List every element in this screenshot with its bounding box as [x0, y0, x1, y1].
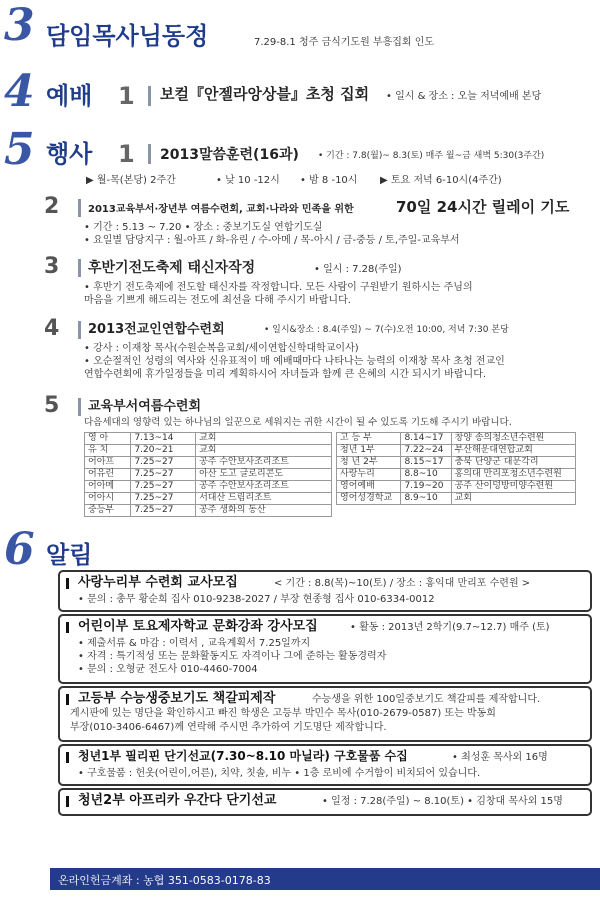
section-title-worship: 예배	[46, 82, 93, 110]
table-row	[337, 445, 576, 457]
table-cell: 8.8~10	[401, 469, 451, 481]
event-5-title: 교육부서여름수련회	[88, 399, 202, 414]
bullet-icon	[66, 752, 69, 763]
event-1-detail: • 낮 10 -12시	[216, 175, 280, 186]
divider	[78, 321, 81, 339]
notice-box-4	[58, 744, 592, 786]
event-5-number: 5	[44, 393, 60, 418]
table-cell: 7.25~27	[131, 493, 196, 505]
notice-5-title: 청년2부 아프리카 우간다 단기선교	[78, 793, 277, 808]
table-cell: 공주 산이덩방미양수련원	[451, 481, 575, 493]
notice-1-title: 사랑누리부 수련회 교사모집	[78, 575, 238, 590]
section-title-notices: 알림	[46, 541, 93, 569]
notice-4-note: • 최성훈 목사외 16명	[452, 752, 548, 763]
table-row	[337, 481, 576, 493]
table-row	[85, 481, 332, 493]
table-row	[85, 469, 332, 481]
notice-3-line: 게시판에 있는 명단을 확인하시고 빠진 학생은 고등부 박민수 목사(010-2679-0587) 또는 박동희	[70, 708, 496, 719]
table-cell: 교회	[196, 433, 332, 445]
event-1-detail: ▶ 월-목(본당) 2주간	[86, 175, 176, 186]
event-3-number: 3	[44, 254, 60, 279]
online-offering-account: 온라인헌금계좌 : 농협 351-0583-0178-83	[58, 874, 271, 887]
table-cell: 7.13~14	[131, 433, 196, 445]
event-1-note: • 기간 : 7.8(월)~ 8.3(토) 매주 월~금 새벽 5:30(3주간)	[318, 151, 545, 161]
event-2-title: 70일 24시간 릴레이 기도	[396, 198, 570, 216]
pastor-news-note: 7.29-8.1 청주 금식기도원 부흥집회 인도	[254, 37, 435, 48]
event-4-line: • 강사 : 이재창 목사(수원순복음교회/세이연합신학대학교이사)	[84, 343, 359, 354]
table-row	[85, 505, 332, 517]
table-cell: 어아프	[85, 457, 131, 469]
section-title-events: 행사	[46, 140, 93, 168]
table-cell: 어아시	[85, 493, 131, 505]
table-cell: 부산해운대연합교회	[451, 445, 575, 457]
table-cell: 어유린	[85, 469, 131, 481]
bullet-icon	[66, 694, 69, 705]
table-cell: 창양 송의청소년수련원	[451, 433, 575, 445]
notice-2-title: 어린이부 토요제자학교 문화강좌 강사모집	[78, 619, 318, 634]
event-4-note: • 일시&장소 : 8.4(주일) ~ 7(수)오전 10:00, 저녁 7:30 본당	[264, 325, 509, 335]
event-2-title-prefix: 2013교육부서·장년부 여름수련회, 교회·나라와 민족을 위한	[88, 204, 354, 215]
bullet-icon	[66, 796, 69, 807]
bullet-icon	[66, 578, 69, 589]
notice-2-note: • 활동 : 2013년 2학기(9.7~12.7) 매주 (토)	[350, 622, 550, 633]
table-cell: 충북 단양군 대문각리	[451, 457, 575, 469]
bullet-icon	[66, 622, 69, 633]
table-cell: 영어예배	[337, 481, 401, 493]
table-cell: 7.22~24	[401, 445, 451, 457]
divider	[148, 86, 151, 106]
event-4-title: 2013전교인연합수련회	[88, 322, 225, 337]
event-4-line: • 오순절적인 성령의 역사와 신유표적이 매 예배때마다 나타나는 능력의 이재창 목사 초청 전교인	[84, 356, 505, 367]
section-number-5: 5	[4, 124, 35, 175]
section-title-pastor-news: 담임목사님동정	[46, 22, 209, 50]
notice-1-line: • 문의 : 총무 황순희 집사 010-9238-2027 / 부장 현종형 집사 010-6334-0012	[78, 594, 435, 605]
table-cell: 8.15~17	[401, 457, 451, 469]
table-row	[337, 469, 576, 481]
table-row	[337, 457, 576, 469]
notice-2-line: • 문의 : 오형균 전도사 010-4460-7004	[78, 664, 258, 675]
event-3-note: • 일시 : 7.28(주일)	[314, 264, 402, 275]
notice-4-line: • 구호물품 : 헌옷(어린이,어른), 치약, 칫솔, 비누 • 1층 로비에 수거함이 비치되어 있습니다.	[78, 768, 481, 779]
event-1-title: 2013말씀훈련(16과)	[160, 147, 299, 163]
online-offering-bar	[50, 868, 600, 890]
table-row	[85, 493, 332, 505]
table-cell: 교회	[451, 493, 575, 505]
event-4-number: 4	[44, 316, 60, 341]
table-cell: 8.14~17	[401, 433, 451, 445]
table-cell: 7.25~27	[131, 469, 196, 481]
notice-5-note: • 일정 : 7.28(주일) ~ 8.10(토) • 김창대 목사외 15명	[322, 796, 563, 807]
table-row	[337, 493, 576, 505]
table-cell: 8.9~10	[401, 493, 451, 505]
notice-box-5	[58, 788, 592, 816]
table-cell: 공주 생화의 동산	[196, 505, 332, 517]
section-number-4: 4	[4, 66, 35, 117]
table-cell: 청 년 2부	[337, 457, 401, 469]
event-3-title: 후반기전도축제 태신자작정	[88, 260, 256, 276]
notice-2-line: • 제출서류 & 마감 : 이력서 , 교육계획서 7.25일까지	[78, 638, 311, 649]
table-cell: 어아메	[85, 481, 131, 493]
section-number-3: 3	[4, 0, 35, 51]
table-cell: 7.20~21	[131, 445, 196, 457]
worship-item-note: • 일시 & 장소 : 오늘 저녁예배 본당	[386, 91, 542, 102]
notice-3-note: 수능생을 위한 100일중보기도 책갈피를 제작합니다.	[312, 694, 541, 705]
event-1-detail: ▶ 토요 저녁 6-10시(4주간)	[380, 175, 502, 186]
event-1-detail: • 밤 8 -10시	[300, 175, 358, 186]
table-cell: 홍의대 만리포청소년수련원	[451, 469, 575, 481]
table-row	[85, 433, 332, 445]
table-cell: 유 치	[85, 445, 131, 457]
table-cell: 7.25~27	[131, 505, 196, 517]
notice-box-3	[58, 686, 592, 742]
notice-box-1	[58, 570, 592, 612]
table-cell: 사랑누리	[337, 469, 401, 481]
retreat-schedule-right	[336, 432, 576, 505]
event-2-number: 2	[44, 194, 60, 219]
table-cell: 청년 1부	[337, 445, 401, 457]
event-3-line: • 후반기 전도축제에 전도할 태신자를 작정합니다. 모든 사람이 구원받기 원하시는 주님의	[84, 282, 473, 293]
table-cell: 고 등 부	[337, 433, 401, 445]
event-5-intro: 다음세대의 영향력 있는 하나님의 일꾼으로 세워지는 귀한 시간이 될 수 있도록 기도해 주시기 바랍니다.	[84, 417, 512, 428]
table-cell: 영어성경학교	[337, 493, 401, 505]
table-cell: 공주 수안보사조리조트	[196, 481, 332, 493]
table-row	[337, 433, 576, 445]
worship-item-number: 1	[118, 82, 135, 110]
notice-3-line: 부장(010-3406-6467)께 연락해 주시면 추가하여 기도명단 제작합니다.	[70, 722, 387, 733]
divider	[78, 199, 81, 217]
event-2-line: • 기간 : 5.13 ~ 7.20 • 장소 : 중보기도실 연합기도실	[84, 222, 323, 233]
divider	[148, 144, 151, 164]
event-1-number: 1	[118, 140, 135, 168]
table-cell: 교회	[196, 445, 332, 457]
table-cell: 7.19~20	[401, 481, 451, 493]
table-row	[85, 457, 332, 469]
notice-2-line: • 자격 : 특기적성 또는 문화활동지도 자격이나 그에 준하는 활동경력자	[78, 651, 387, 662]
notice-4-title: 청년1부 필리핀 단기선교(7.30~8.10 마닐라) 구호물품 수집	[78, 749, 408, 763]
event-2-line: • 요일별 담당지구 : 월-아프 / 화-유린 / 수-아메 / 목-아시 / 금-중등 / 토,주일-교육부서	[84, 235, 460, 246]
retreat-schedule-left	[84, 432, 332, 517]
event-4-line: 연합수련회에 휴가일정들을 미리 계획하시어 자녀들과 함께 큰 은혜의 시간 되시기 바랍니다.	[84, 369, 487, 380]
table-cell: 공주 수안보사조리조트	[196, 457, 332, 469]
notice-1-note: < 기간 : 8.8(목)~10(토) / 장소 : 홍익대 만리포 수련원 >	[274, 578, 531, 589]
table-cell: 7.25~27	[131, 481, 196, 493]
worship-item-title: 보컬『안젤라앙상블』초청 집회	[160, 85, 370, 103]
notice-3-title: 고등부 수능생중보기도 책갈피제작	[78, 691, 276, 706]
table-cell: 중등부	[85, 505, 131, 517]
event-3-line: 마음을 기쁘게 해드리는 전도에 최선을 다해 주시기 바랍니다.	[84, 295, 351, 306]
table-cell: 영 아	[85, 433, 131, 445]
table-row	[85, 445, 332, 457]
divider	[78, 259, 81, 277]
divider	[78, 398, 81, 416]
notice-box-2	[58, 614, 592, 684]
table-cell: 7.25~27	[131, 457, 196, 469]
table-cell: 아산 도고 글로리콘도	[196, 469, 332, 481]
section-number-6: 6	[4, 524, 35, 575]
table-cell: 서대산 드림리조트	[196, 493, 332, 505]
